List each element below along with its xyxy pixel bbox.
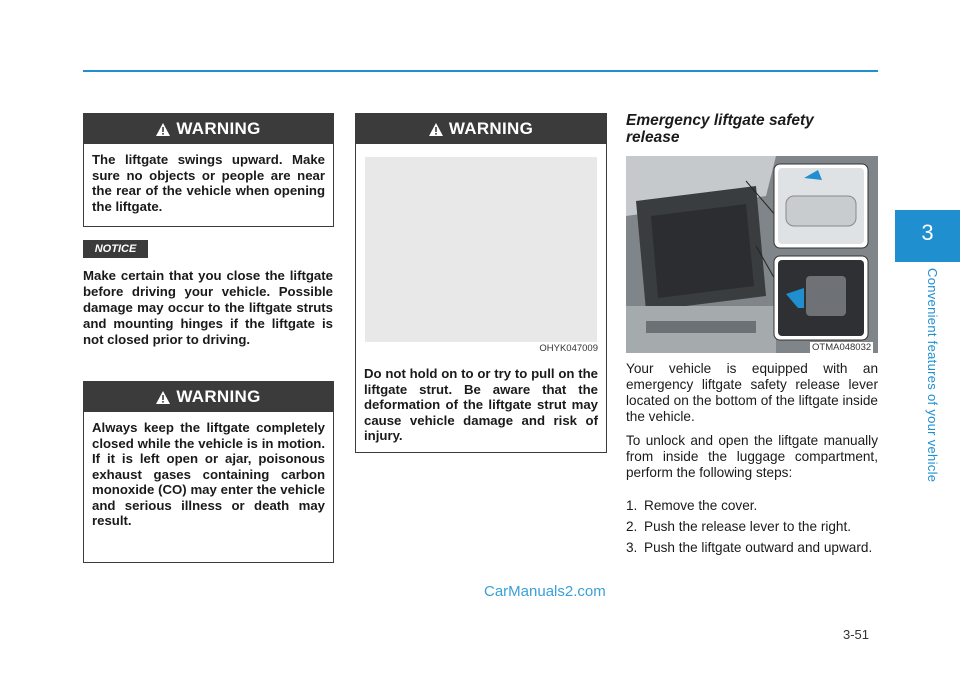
section-title: Emergency liftgate safety release	[626, 112, 814, 146]
warning-header	[356, 114, 606, 144]
warning-label: WARNING	[176, 387, 261, 406]
image-code: OTMA048032	[812, 342, 872, 353]
warning-box-keep-closed	[83, 381, 334, 563]
header-rule	[83, 70, 878, 72]
warning-text: The liftgate swings upward. Make sure no objects or people are near the rear of the vehicle when opening the liftgate.	[92, 152, 325, 214]
step-text: Push the liftgate outward and upward.	[644, 540, 873, 555]
chapter-title: Convenient features of your vehicle	[925, 268, 940, 483]
step-number: 3.	[626, 540, 638, 555]
warning-box-liftgate-swing	[83, 113, 334, 227]
warning-header	[84, 382, 333, 412]
warning-text: Do not hold on to or try to pull on the liftgate strut. Be aware that the deformation of the liftgate strut may cause vehicle damage and risk of injury.	[364, 366, 598, 443]
warning-text: Always keep the liftgate completely closed while the vehicle is in motion. If it is left open or ajar, poisonous exhaust gases containing carbon monoxide (CO) may enter the vehicle and serious illness or death may result.	[92, 420, 325, 528]
chapter-tab[interactable]	[895, 210, 960, 262]
warning-label: WARNING	[176, 119, 261, 138]
list-item	[626, 519, 878, 535]
page-number: 3-51	[843, 627, 870, 642]
notice-text: Make certain that you close the liftgate before driving your vehicle. Possible damage may occur to the liftgate struts and mounting hinges if the liftgate is not closed prior to driving.	[83, 268, 333, 347]
image-code: OHYK047009	[539, 343, 598, 354]
liftgate-photo-illustration	[626, 156, 878, 353]
chapter-side-title	[927, 268, 947, 498]
step-number: 2.	[626, 519, 638, 534]
chapter-number: 3	[921, 220, 934, 245]
step-text: Push the release lever to the right.	[644, 519, 852, 534]
warning-box-strut	[355, 113, 607, 453]
steps-list	[626, 498, 878, 561]
step-number: 1.	[626, 498, 638, 513]
warning-triangle-icon	[429, 123, 443, 136]
step-text: Remove the cover.	[644, 498, 758, 513]
warning-triangle-icon	[156, 391, 170, 404]
watermark-link[interactable]: CarManuals2.com	[484, 583, 606, 600]
list-item	[626, 540, 878, 556]
strut-illustration	[365, 157, 597, 342]
warning-triangle-icon	[156, 123, 170, 136]
notice-badge: NOTICE	[83, 240, 148, 258]
liftgate-release-photo	[626, 156, 878, 353]
warning-header	[84, 114, 333, 144]
list-item	[626, 498, 878, 514]
section-paragraph-2: To unlock and open the liftgate manually from inside the luggage compartment, perform the following steps:	[626, 433, 878, 480]
warning-label: WARNING	[448, 119, 534, 138]
section-paragraph-1: Your vehicle is equipped with an emergency liftgate safety release lever located on the bottom of the liftgate inside the vehicle.	[626, 361, 878, 424]
